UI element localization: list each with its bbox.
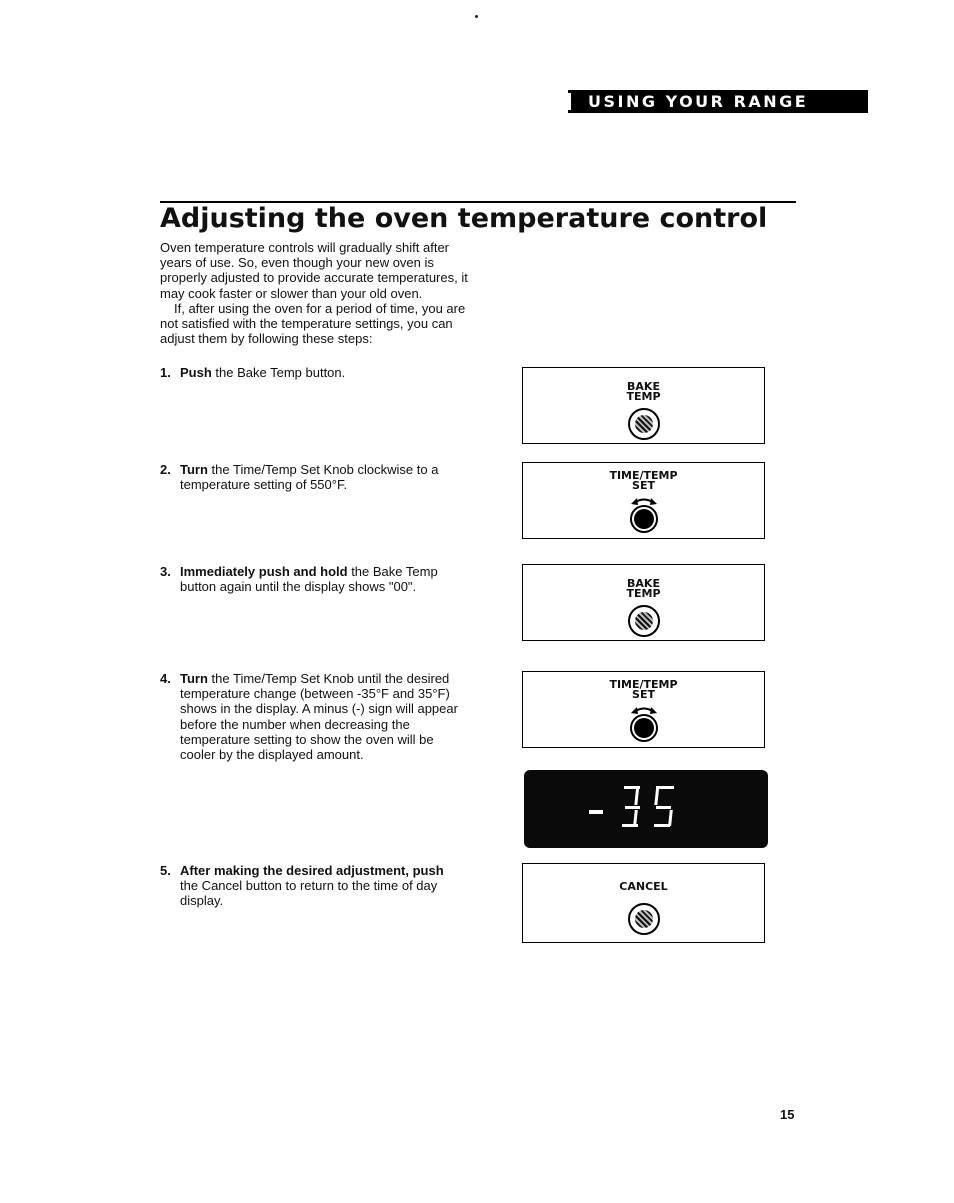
- cancel-button-icon[interactable]: [628, 903, 660, 935]
- section-banner: [568, 90, 868, 113]
- bake-temp-button-icon[interactable]: [628, 408, 660, 440]
- section-title: USING YOUR RANGE: [588, 92, 809, 111]
- step-number: 3.: [160, 564, 171, 579]
- display-readout: [524, 770, 768, 848]
- panel-label-line2: SET: [632, 479, 655, 492]
- time-temp-set-panel: [522, 462, 765, 539]
- panel-label-line2: SET: [632, 688, 655, 701]
- stray-mark: [475, 15, 478, 18]
- bake-temp-panel: [522, 367, 765, 444]
- step-1: [160, 365, 465, 380]
- step-number: 5.: [160, 863, 171, 878]
- step-action: After making the desired adjustment, push: [180, 863, 444, 878]
- panel-label-line1: BAKE: [627, 380, 660, 393]
- step-3: [160, 564, 465, 594]
- digital-display: [524, 770, 768, 848]
- banner-tick: [568, 93, 571, 110]
- digit-3-bottom: [622, 824, 638, 827]
- step-number: 4.: [160, 671, 171, 686]
- intro-text: [160, 240, 470, 346]
- step-number: 2.: [160, 462, 171, 477]
- step-text: the Time/Temp Set Knob clockwise to a temperature setting of 550°F.: [180, 462, 439, 493]
- digit-3-upper-right: [634, 788, 639, 805]
- page-title: Adjusting the oven temperature control: [160, 203, 768, 234]
- step-action: Turn: [180, 671, 208, 686]
- rotary-knob-icon[interactable]: [622, 702, 666, 746]
- step-text: the Cancel button to return to the time of day display.: [180, 878, 438, 909]
- intro-paragraph-1: Oven temperature controls will gradually shift after years of use. So, even though your new oven is properly adjusted to provide accurate temperatures, it may cook faster or slower than your old oven.: [160, 240, 468, 301]
- step-4: [160, 671, 465, 762]
- step-number: 1.: [160, 365, 171, 380]
- panel-label-line1: TIME/TEMP: [609, 678, 678, 691]
- step-text: the Time/Temp Set Knob until the desired temperature change (between -35°F and 35°F) shows in the display. A minus (-) sign will appear before the number when decreasing the temperature setting to show the oven will be cooler by the displayed amount.: [180, 671, 458, 763]
- bake-temp-button-icon[interactable]: [628, 605, 660, 637]
- step-action: Immediately push and hold: [180, 564, 348, 579]
- page-number: 15: [780, 1107, 795, 1122]
- step-text: the Bake Temp button.: [211, 365, 346, 380]
- digit-5-lower-right: [668, 810, 673, 826]
- digit-5-bottom: [654, 824, 670, 827]
- digit-5-upper-left: [654, 788, 659, 805]
- step-text: the Bake Temp button again until the display shows "00".: [180, 564, 438, 595]
- intro-paragraph-2: If, after using the oven for a period of time, you are not satisfied with the temperature settings, you can adjust them by following these steps:: [160, 300, 466, 347]
- step-action: Push: [180, 365, 212, 380]
- panel-label-line1: BAKE: [627, 577, 660, 590]
- step-2: [160, 462, 465, 492]
- step-action: Turn: [180, 462, 208, 477]
- digit-5-middle: [656, 806, 671, 809]
- digit-3-middle: [625, 806, 640, 809]
- panel-label-line2: TEMP: [626, 390, 661, 403]
- panel-label-line2: TEMP: [626, 587, 661, 600]
- panel-label-line1: CANCEL: [619, 880, 668, 893]
- bake-temp-panel: [522, 564, 765, 641]
- rotary-knob-icon[interactable]: [622, 493, 666, 537]
- time-temp-set-panel: [522, 671, 765, 748]
- digit-3-lower-right: [633, 810, 638, 826]
- step-5: [160, 863, 465, 909]
- panel-label-line1: TIME/TEMP: [609, 469, 678, 482]
- cancel-panel: [522, 863, 765, 943]
- minus-segment: [589, 810, 603, 814]
